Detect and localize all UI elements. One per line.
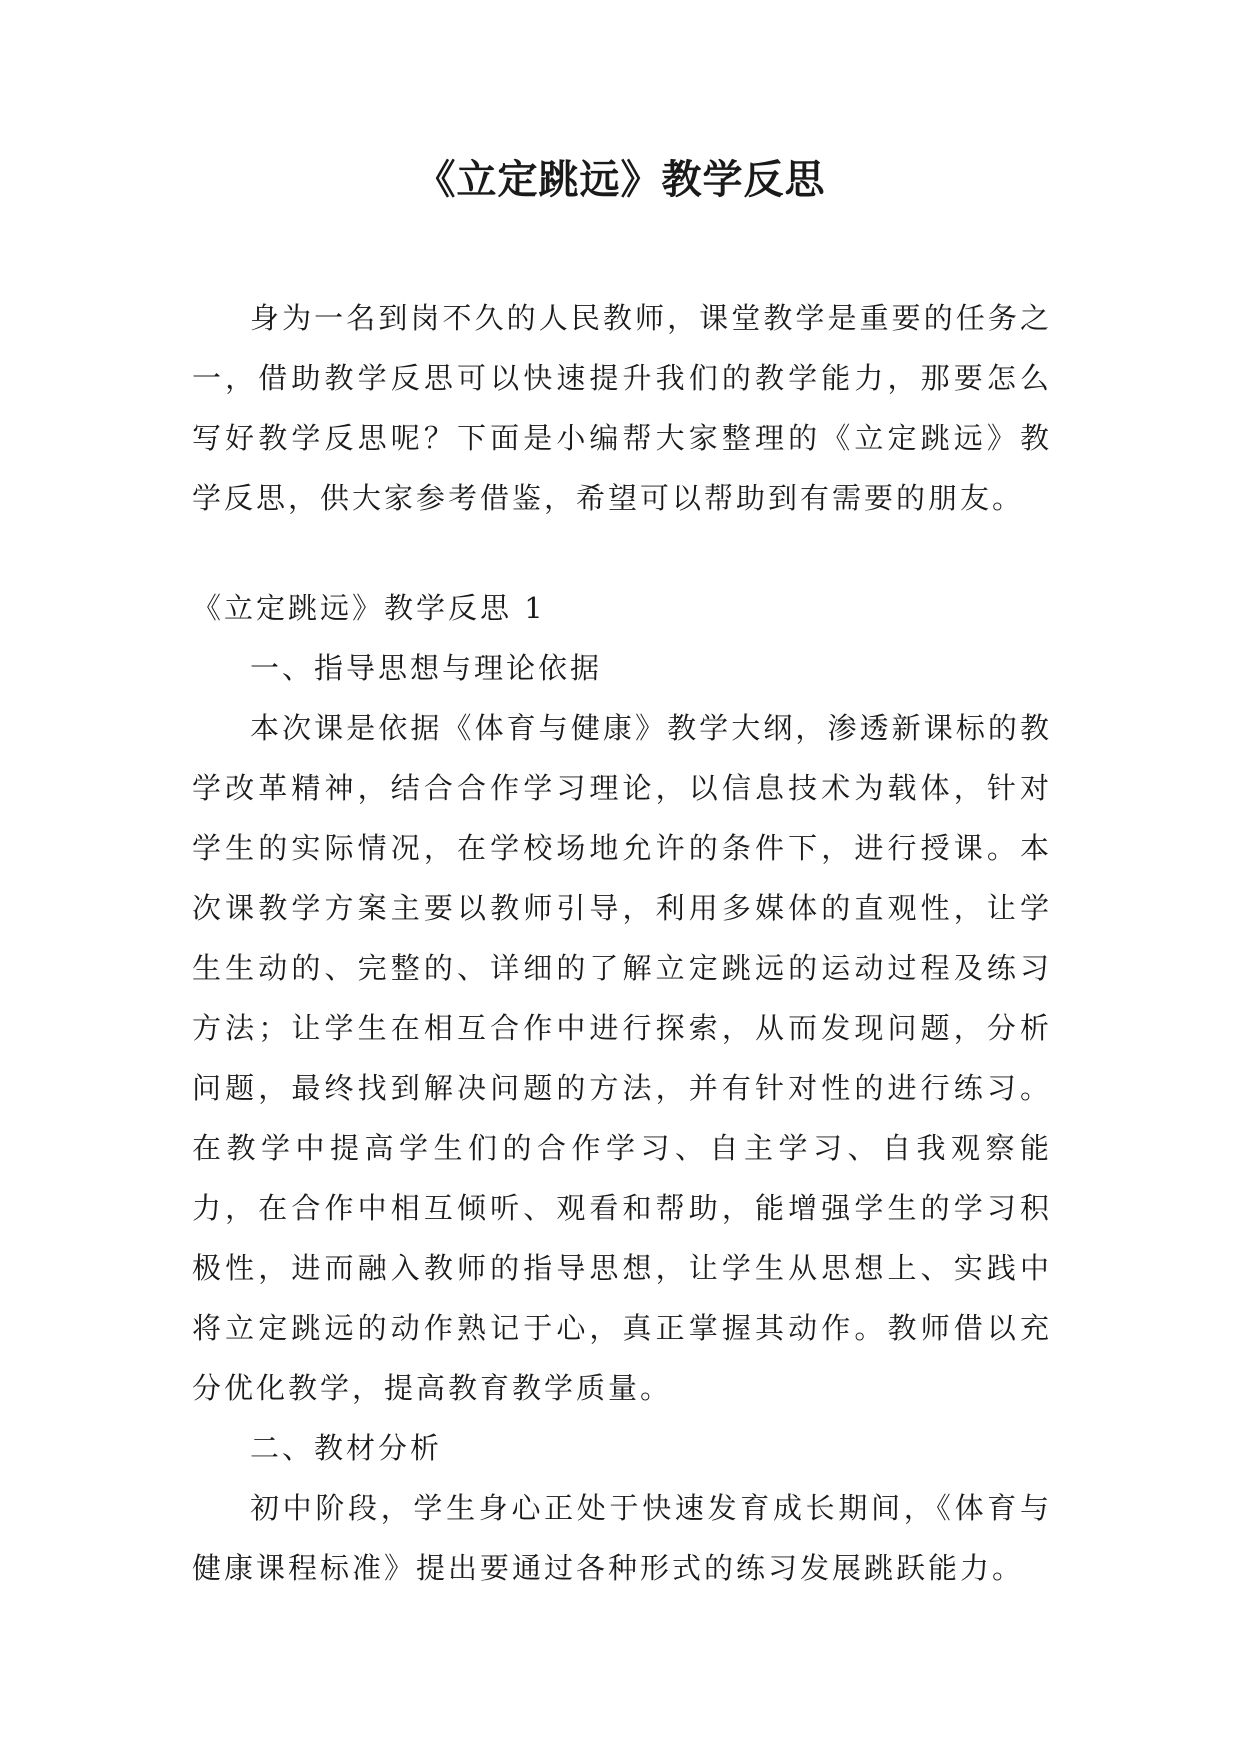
document-title: 《立定跳远》教学反思 (415, 157, 826, 203)
paragraph-guiding-ideas: 本次课是依据《体育与健康》教学大纲，渗透新课标的教学改革精神，结合合作学习理论，以信息技术为载体，针对学生的实际情况，在学校场地允许的条件下，进行授课。本次课教学方案主要以教师引导，利用多媒体的直观性，让学生生动的、完整的、详细的了解立定跳远的运动过程及练习方法；让学生在相互合作中进行探索，从而发现问题，分析问题，最终找到解决问题的方法，并有针对性的进行练习。在教学中提高学生们的合作学习、自主学习、自我观察能力，在合作中相互倾听、观看和帮助，能增强学生的学习积极性，进而融入教师的指导思想，让学生从思想上、实践中将立定跳远的动作熟记于心，真正掌握其动作。教师借以充分优化教学，提高教育教学质量。 (192, 711, 1052, 1405)
heading-guiding-ideas: 一、指导思想与理论依据 (250, 651, 603, 685)
section-title: 《立定跳远》教学反思 1 (192, 591, 546, 625)
intro-block (192, 288, 1052, 528)
intro-paragraph: 身为一名到岗不久的人民教师，课堂教学是重要的任务之一，借助教学反思可以快速提升我们的教学能力，那要怎么写好教学反思呢？下面是小编帮大家整理的《立定跳远》教学反思，供大家参考借鉴，希望可以帮助到有需要的朋友。 (192, 301, 1052, 515)
content-block (192, 578, 1052, 1598)
heading-material-analysis: 二、教材分析 (250, 1431, 443, 1465)
paragraph-material-analysis: 初中阶段，学生身心正处于快速发育成长期间，《体育与健康课程标准》提出要通过各种形式的练习发展跳跃能力。 (192, 1491, 1052, 1585)
